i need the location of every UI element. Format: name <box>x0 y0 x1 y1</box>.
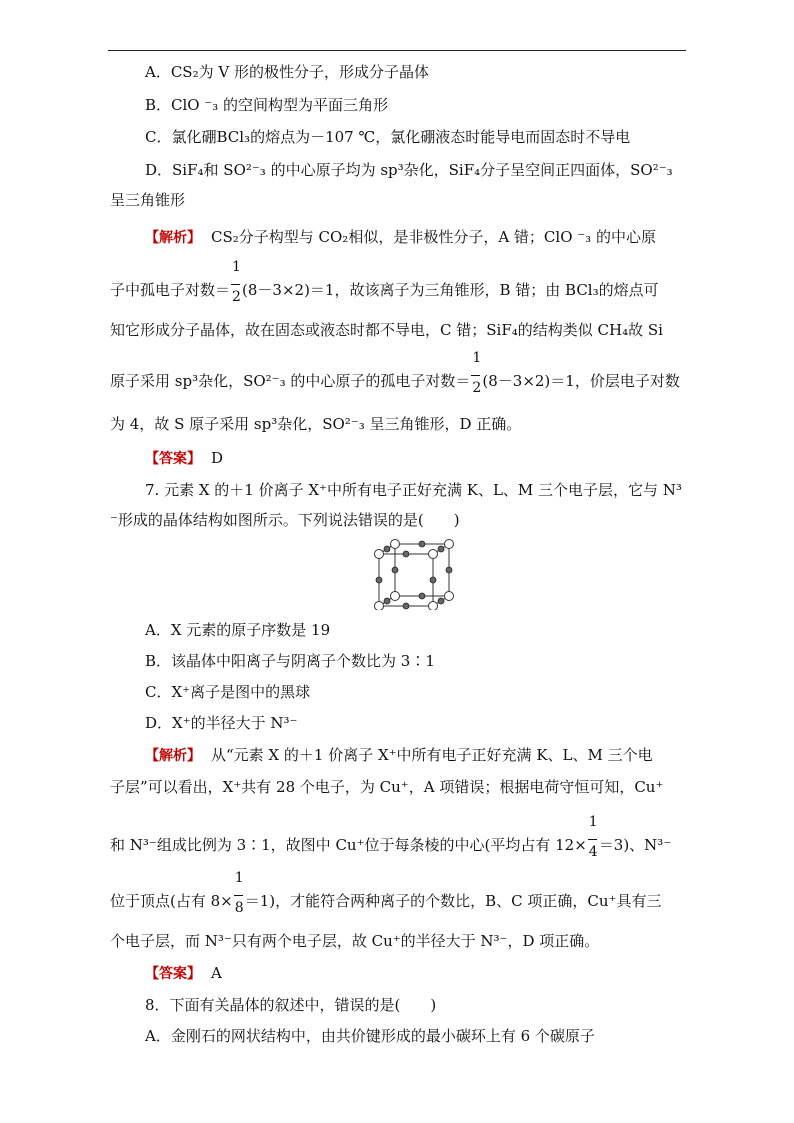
q6-analysis-line3: 知它形成分子晶体，故在固态或液态时都不导电，C 错；SiF₄的结构类似 CH₄故 Si <box>110 321 663 339</box>
q6-option-a: A．CS₂为 V 形的极性分子，形成分子晶体 <box>145 63 429 81</box>
crystal-structure-figure <box>373 538 455 610</box>
q6-answer-tag: 【答案】 <box>145 451 201 467</box>
q7-analysis-text-4b: ＝1)，才能符合两种离子的个数比，B、C 项正确，Cu⁺具有三 <box>244 892 662 910</box>
q7-stem-line1: 7. 元素 X 的＋1 价离子 X⁺中所有电子正好充满 K、L、M 三个电子层，它与 N³ <box>145 481 682 499</box>
q6-analysis-text-2b: (8－3×2)＝1，故该离子为三角锥形，B 错；由 BCl₃的熔点可 <box>242 281 659 299</box>
q7-analysis-tag: 【解析】 <box>145 748 201 764</box>
q7-analysis-line1 <box>145 745 653 766</box>
q6-analysis-text-1: CS₂分子构型与 CO₂相似，是非极性分子，A 错；ClO ⁻₃ 的中心原 <box>211 228 656 246</box>
q6-answer-value: D <box>211 449 224 467</box>
q7-analysis-line4 <box>110 870 662 916</box>
q6-fraction-half-1: $\frac{1}{2}$ <box>232 259 241 305</box>
q6-fraction-half-2: $\frac{1}{2}$ <box>472 350 482 396</box>
q7-answer-value: A <box>211 964 222 982</box>
header-rule <box>108 50 686 51</box>
q6-analysis-tag: 【解析】 <box>145 230 201 246</box>
q7-stem-line2: ⁻形成的晶体结构如图所示。下列说法错误的是( ) <box>110 511 460 529</box>
q8-stem: 8．下面有关晶体的叙述中，错误的是( ) <box>145 996 437 1014</box>
q6-analysis-text-4a: 原子采用 sp³杂化，SO²⁻₃ 的中心原子的孤电子对数＝ <box>110 372 471 390</box>
q7-analysis-text-4a: 位于顶点(占有 8× <box>110 892 233 910</box>
q7-analysis-text-3b: ＝3)、N³⁻ <box>598 836 672 854</box>
q7-answer-tag: 【答案】 <box>145 966 201 982</box>
q6-analysis-line1 <box>145 227 656 248</box>
q7-analysis-line2: 子层”可以看出，X⁺共有 28 个电子，为 Cu⁺，A 项错误；根据电荷守恒可知，Cu⁺ <box>110 778 664 796</box>
q6-analysis-text-4b: (8－3×2)＝1，价层电子对数 <box>482 372 680 390</box>
q7-analysis-line5: 个电子层，而 N³⁻只有两个电子层，故 Cu⁺的半径大于 N³⁻，D 项正确。 <box>110 932 600 950</box>
q8-option-a: A．金刚石的网状结构中，由共价键形成的最小碳环上有 6 个碳原子 <box>145 1027 595 1045</box>
q6-analysis-line5: 为 4，故 S 原子采用 sp³杂化，SO²⁻₃ 呈三角锥形，D 正确。 <box>110 415 522 433</box>
q6-option-d-line2: 呈三角锥形 <box>110 191 186 209</box>
q7-analysis-line3 <box>110 814 672 860</box>
q6-option-d-line1: D．SiF₄和 SO²⁻₃ 的中心原子均为 sp³杂化，SiF₄分子呈空间正四面体，SO²⁻₃ <box>145 161 673 179</box>
q6-analysis-line4 <box>110 350 680 396</box>
q6-analysis-line2 <box>110 259 659 305</box>
q7-option-d: D．X⁺的半径大于 N³⁻ <box>145 714 298 732</box>
q7-analysis-text-3a: 和 N³⁻组成比例为 3∶1，故图中 Cu⁺位于每条棱的中心(平均占有 12× <box>110 836 587 854</box>
q7-fraction-quarter: $\frac{1}{4}$ <box>588 814 598 860</box>
q7-option-c: C．X⁺离子是图中的黑球 <box>145 683 311 701</box>
q6-option-b: B．ClO ⁻₃ 的空间构型为平面三角形 <box>145 96 389 114</box>
q7-fraction-eighth: $\frac{1}{8}$ <box>234 870 244 916</box>
q6-analysis-text-2a: 子中孤电子对数＝ <box>110 281 231 299</box>
q7-option-b: B．该晶体中阳离子与阴离子个数比为 3∶1 <box>145 652 435 670</box>
q7-analysis-text-1: 从“元素 X 的＋1 价离子 X⁺中所有电子正好充满 K、L、M 三个电 <box>211 746 653 764</box>
q6-option-c: C．氯化硼BCl₃的熔点为－107 ℃，氯化硼液态时能导电而固态时不导电 <box>145 128 631 146</box>
q6-answer-line <box>145 448 223 469</box>
q7-answer-line <box>145 963 222 984</box>
q7-option-a: A．X 元素的原子序数是 19 <box>145 621 331 639</box>
